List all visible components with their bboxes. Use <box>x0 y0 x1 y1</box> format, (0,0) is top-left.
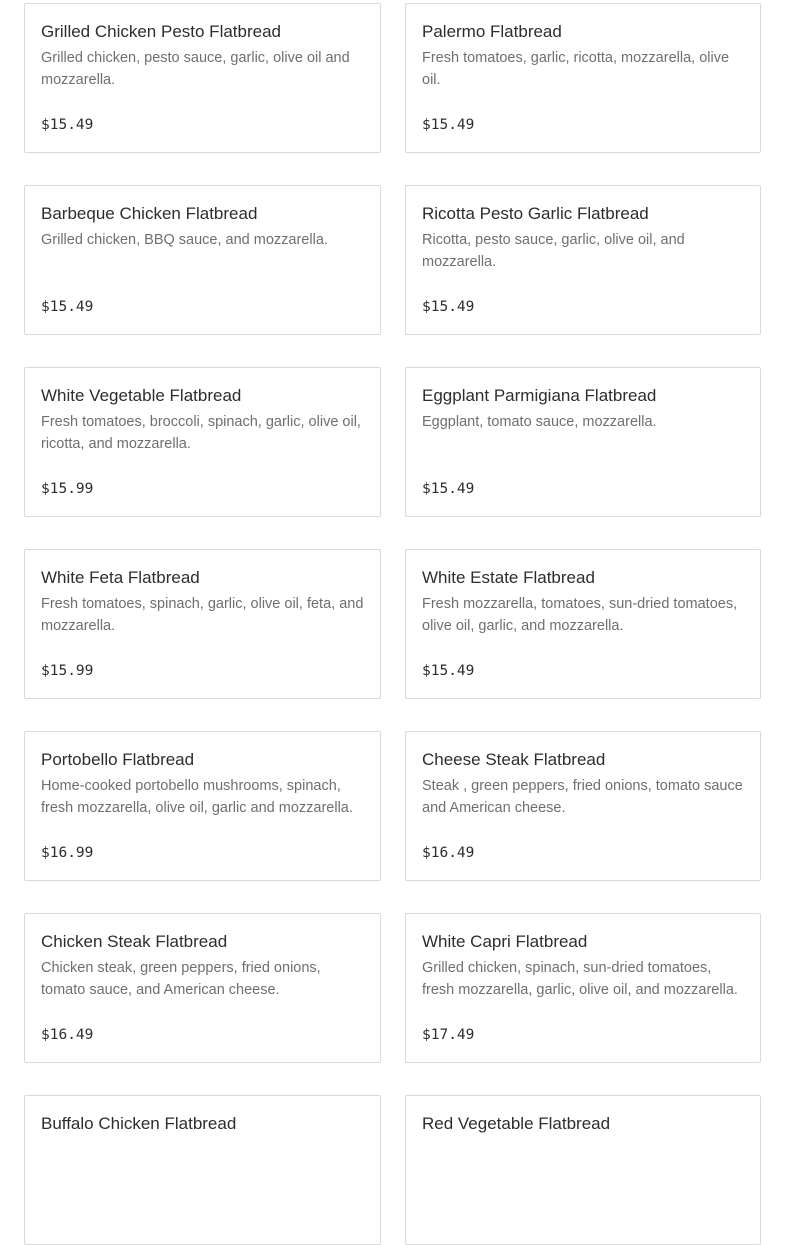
item-name: White Vegetable Flatbread <box>41 386 242 405</box>
item-name: Chicken Steak Flatbread <box>41 932 228 951</box>
menu-item-card[interactable] <box>405 3 761 153</box>
item-description <box>422 1139 744 1183</box>
menu-item-card[interactable] <box>405 549 761 699</box>
item-description: Fresh mozzarella, tomatoes, sun-dried tomatoes, olive oil, garlic, and mozzarella. <box>422 596 738 634</box>
menu-item-card[interactable] <box>405 1095 761 1245</box>
item-description: Grilled chicken, pesto sauce, garlic, olive oil and mozzarella. <box>41 50 350 88</box>
item-price: $15.99 <box>41 481 94 497</box>
item-price: $15.49 <box>422 481 475 497</box>
item-price: $15.99 <box>41 663 94 679</box>
item-name: Cheese Steak Flatbread <box>422 750 606 769</box>
item-price: $15.49 <box>422 299 475 315</box>
item-description: Grilled chicken, spinach, sun-dried tomatoes, fresh mozzarella, garlic, olive oil, and mozzarella. <box>422 960 738 998</box>
item-description: Home-cooked portobello mushrooms, spinach, fresh mozzarella, olive oil, garlic and mozzarella. <box>41 778 353 816</box>
menu-item-card[interactable] <box>24 3 381 153</box>
item-name: White Capri Flatbread <box>422 932 588 951</box>
menu-item-card[interactable] <box>24 185 381 335</box>
item-description: Fresh tomatoes, broccoli, spinach, garlic, olive oil, ricotta, and mozzarella. <box>41 414 361 452</box>
item-description: Fresh tomatoes, garlic, ricotta, mozzarella, olive oil. <box>422 50 730 88</box>
item-description: Steak , green peppers, fried onions, tomato sauce and American cheese. <box>422 778 743 816</box>
item-description: Eggplant, tomato sauce, mozzarella. <box>422 414 657 430</box>
item-name: Palermo Flatbread <box>422 22 562 41</box>
menu-item-card[interactable] <box>24 731 381 881</box>
menu-item-card[interactable] <box>24 1095 381 1245</box>
menu-item-card[interactable] <box>405 367 761 517</box>
item-name: Grilled Chicken Pesto Flatbread <box>41 22 282 41</box>
menu-item-card[interactable] <box>24 367 381 517</box>
item-name: Red Vegetable Flatbread <box>422 1114 611 1133</box>
item-price: $15.49 <box>422 663 475 679</box>
menu-item-card[interactable] <box>405 185 761 335</box>
item-name: White Estate Flatbread <box>422 568 595 587</box>
item-price: $15.49 <box>422 117 475 133</box>
item-price: $15.49 <box>41 299 94 315</box>
item-description: Grilled chicken, BBQ sauce, and mozzarella. <box>41 232 328 248</box>
item-description: Chicken steak, green peppers, fried onions, tomato sauce, and American cheese. <box>41 960 321 998</box>
item-name: Portobello Flatbread <box>41 750 195 769</box>
menu-item-card[interactable] <box>24 549 381 699</box>
menu-item-card[interactable] <box>405 913 761 1063</box>
item-price: $16.49 <box>41 1027 94 1043</box>
item-name: Ricotta Pesto Garlic Flatbread <box>422 204 649 223</box>
item-name: Barbeque Chicken Flatbread <box>41 204 258 223</box>
item-name: Buffalo Chicken Flatbread <box>41 1114 237 1133</box>
item-price: $16.99 <box>41 845 94 861</box>
item-name: White Feta Flatbread <box>41 568 200 587</box>
item-name: Eggplant Parmigiana Flatbread <box>422 386 657 405</box>
item-price: $15.49 <box>41 117 94 133</box>
item-description: Ricotta, pesto sauce, garlic, olive oil, and mozzarella. <box>422 232 685 270</box>
item-price: $16.49 <box>422 845 475 861</box>
menu-item-card[interactable] <box>405 731 761 881</box>
menu-item-card[interactable] <box>24 913 381 1063</box>
item-description: Fresh tomatoes, spinach, garlic, olive oil, feta, and mozzarella. <box>41 596 364 634</box>
item-price: $17.49 <box>422 1027 475 1043</box>
item-description <box>41 1139 364 1183</box>
